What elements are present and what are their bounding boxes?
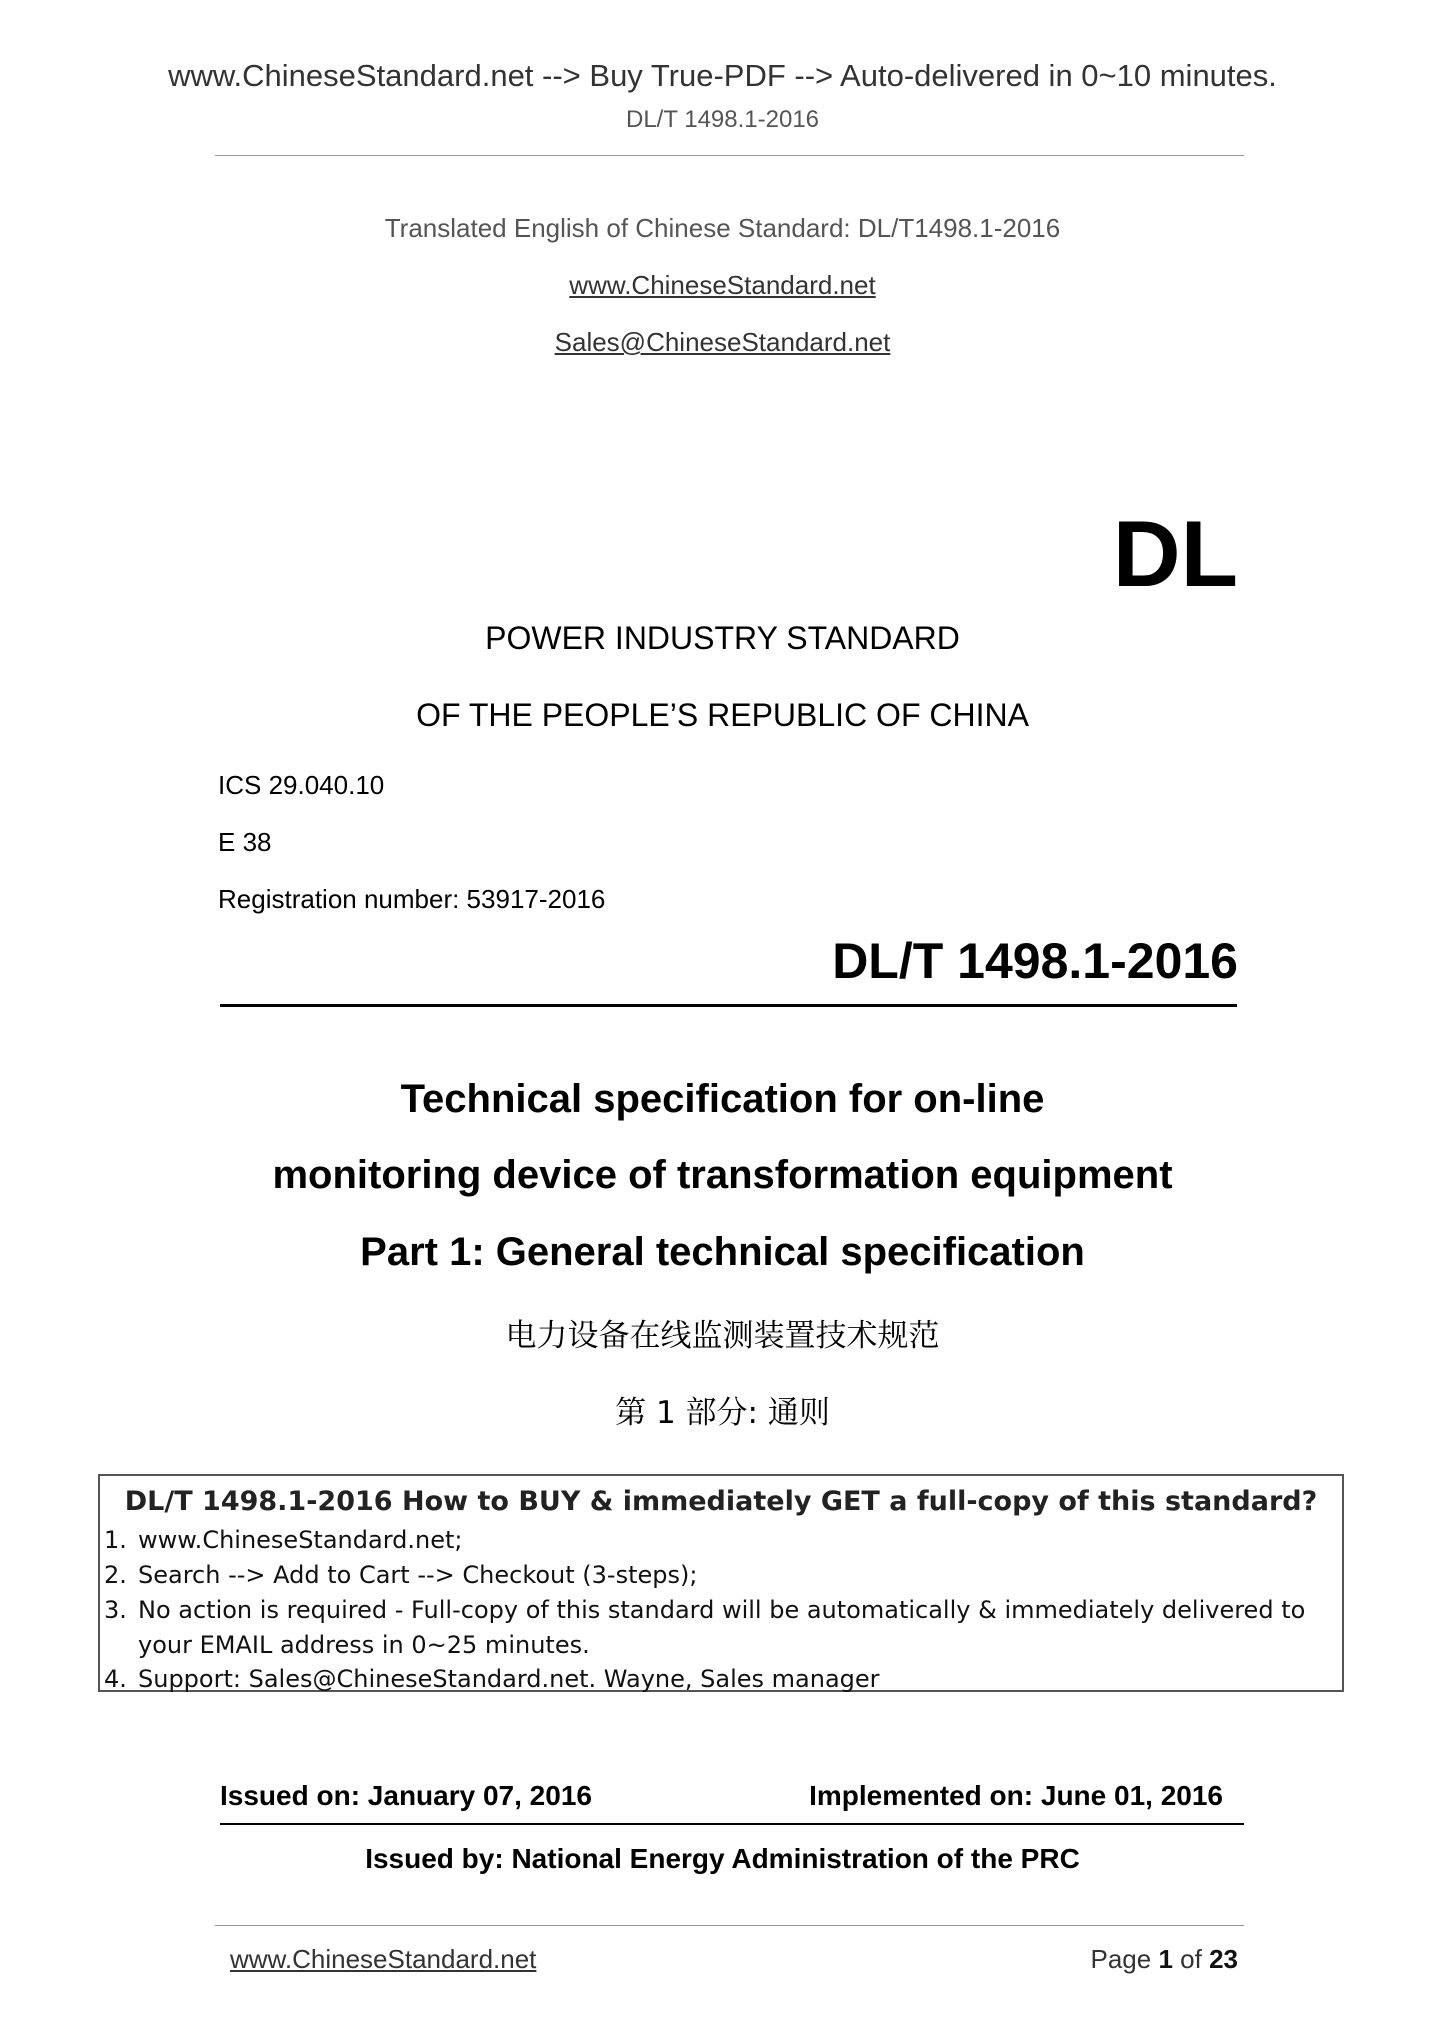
step-number: 1. [104, 1526, 127, 1554]
document-number: DL/T 1498.1-2016 [832, 933, 1238, 989]
step-text: Search --> Add to Cart --> Checkout (3-steps); [138, 1561, 698, 1589]
dates-divider [220, 1823, 1244, 1825]
sales-email-link[interactable]: Sales@ChineseStandard.net [554, 327, 891, 357]
standard-mark: DL [1112, 501, 1238, 606]
step-text: Support: Sales@ChineseStandard.net. Wayne, Sales manager [138, 1665, 880, 1693]
issuing-authority: Issued by: National Energy Administration of the PRC [365, 1843, 1080, 1874]
class-code: E 38 [218, 827, 272, 857]
page-total: 23 [1209, 1944, 1238, 1974]
step-text[interactable]: www.ChineseStandard.net; [138, 1526, 463, 1554]
page-number [1090, 1944, 1238, 1975]
standard-line-2: OF THE PEOPLE’S REPUBLIC OF CHINA [416, 697, 1029, 733]
title-divider [220, 1004, 1237, 1007]
purchase-step [104, 1631, 590, 1659]
page-prefix: Page [1090, 1944, 1152, 1974]
standard-line-1: POWER INDUSTRY STANDARD [485, 620, 960, 656]
ics-code: ICS 29.040.10 [218, 770, 385, 800]
page-current: 1 [1158, 1944, 1173, 1974]
title-line-1: Technical specification for on-line [400, 1077, 1045, 1121]
implemented-date: Implemented on: June 01, 2016 [809, 1780, 1223, 1811]
purchase-info-box [98, 1474, 1344, 1692]
website-link[interactable]: www.ChineseStandard.net [569, 270, 876, 300]
title-line-3: Part 1: General technical specification [360, 1230, 1085, 1274]
step-number: 2. [104, 1561, 127, 1589]
step-number: 3. [104, 1596, 127, 1624]
step-text: your EMAIL address in 0~25 minutes. [138, 1631, 590, 1659]
issued-date: Issued on: January 07, 2016 [220, 1780, 592, 1811]
purchase-step [104, 1665, 880, 1693]
header-doc-code: DL/T 1498.1-2016 [625, 106, 820, 133]
chinese-subtitle: 第 1 部分: 通则 [615, 1395, 830, 1431]
translated-note: Translated English of Chinese Standard: DL/T1498.1-2016 [384, 213, 1061, 243]
step-number: 4. [104, 1665, 127, 1693]
chinese-title: 电力设备在线监测装置技术规范 [505, 1318, 940, 1354]
purchase-box-title: DL/T 1498.1-2016 How to BUY & immediately GET a full-copy of this standard? [124, 1486, 1318, 1517]
footer-website-link[interactable]: www.ChineseStandard.net [230, 1944, 537, 1974]
step-text: No action is required - Full-copy of this standard will be automatically & immediately delivered to [138, 1596, 1306, 1624]
registration-number: Registration number: 53917-2016 [218, 884, 606, 914]
page-of: of [1180, 1944, 1202, 1974]
header-divider [215, 155, 1244, 156]
footer-divider [215, 1925, 1244, 1926]
purchase-step [104, 1561, 697, 1589]
purchase-step [104, 1526, 462, 1554]
purchase-step [104, 1596, 1305, 1624]
header-banner: www.ChineseStandard.net --> Buy True-PDF --> Auto-delivered in 0~10 minutes. [168, 58, 1277, 93]
title-line-2: monitoring device of transformation equipment [272, 1153, 1173, 1197]
